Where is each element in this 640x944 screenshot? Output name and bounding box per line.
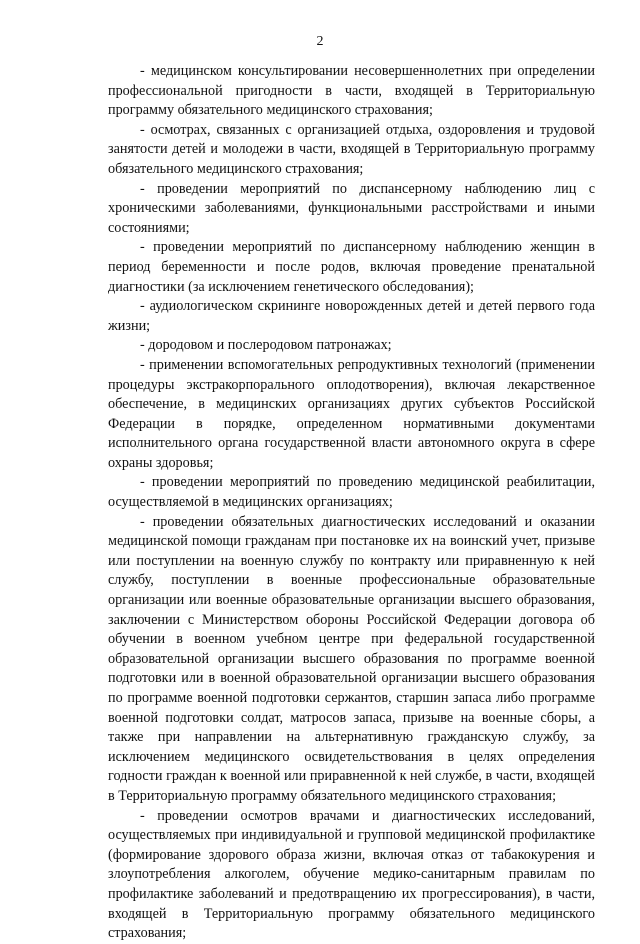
list-item: - дородовом и послеродовом патронажах; <box>140 337 392 354</box>
list-item: - медицинском консультировании несовершеннолетних при определении профессиональной пригодности в части, входящей в Территориальную программу обязательного медицинского страхования; <box>108 63 595 119</box>
list-item: - проведении осмотров врачами и диагностических исследований, осуществляемых при индивидуальной и групповой медицинской профилактике (формирование здорового образа жизни, включая отказ от табакокурения и злоупотребления алкоголем, обучение медико-санитарным правилам по профилактике заболеваний и предотвращению их прогрессирования), в части, входящей в Территориальную программу обязательного медицинского страхования; <box>108 807 595 942</box>
list-item: - проведении мероприятий по диспансерному наблюдению женщин в период беременности и после родов, включая проведение пренатальной диагностики (за исключением генетического обследования); <box>108 239 595 295</box>
list-item: - проведении обязательных диагностических исследований и оказании медицинской помощи гражданам при постановке их на воинский учет, призыве или поступлении на военную службу по контракту или приравненную к ней службу, поступлении в военные профессиональные образовательные организации или военные образовательные организации высшего образования, заключении с Министерством обороны Российской Федерации договора об обучении в военном учебном центре при федеральной государственной образовательной организации высшего образования по программе военной подготовки или в военной образовательной организации высшего образования по программе военной подготовки сержантов, старшин запаса либо программе военной подготовки солдат, матросов запаса, призыве на военные сборы, а также при направлении на альтернативную гражданскую службу, за исключением медицинского освидетельствования в целях определения годности граждан к военной или приравненной к ней службе, в части, входящей в Территориальную программу обязательного медицинского страхования; <box>108 513 595 804</box>
document-body <box>108 62 595 944</box>
page-number: 2 <box>316 34 324 49</box>
list-item: - проведении мероприятий по проведению медицинской реабилитации, осуществляемой в медицинских организациях; <box>108 474 595 511</box>
list-item: - применении вспомогательных репродуктивных технологий (применении процедуры экстракорпорального оплодотворения), включая лекарственное обеспечение, в медицинских организациях других субъектов Российской Федерации в порядке, определенном нормативными документами исполнительного органа государственной власти автономного округа в сфере охраны здоровья; <box>108 356 595 471</box>
list-item: - проведении мероприятий по диспансерному наблюдению лиц с хроническими заболеваниями, функциональными расстройствами и иными состояниями; <box>108 180 595 236</box>
list-item: - аудиологическом скрининге новорожденных детей и детей первого года жизни; <box>108 298 595 334</box>
list-item: - осмотрах, связанных с организацией отдыха, оздоровления и трудовой занятости детей и молодежи в части, входящей в Территориальную программу обязательного медицинского страхования; <box>108 121 595 177</box>
